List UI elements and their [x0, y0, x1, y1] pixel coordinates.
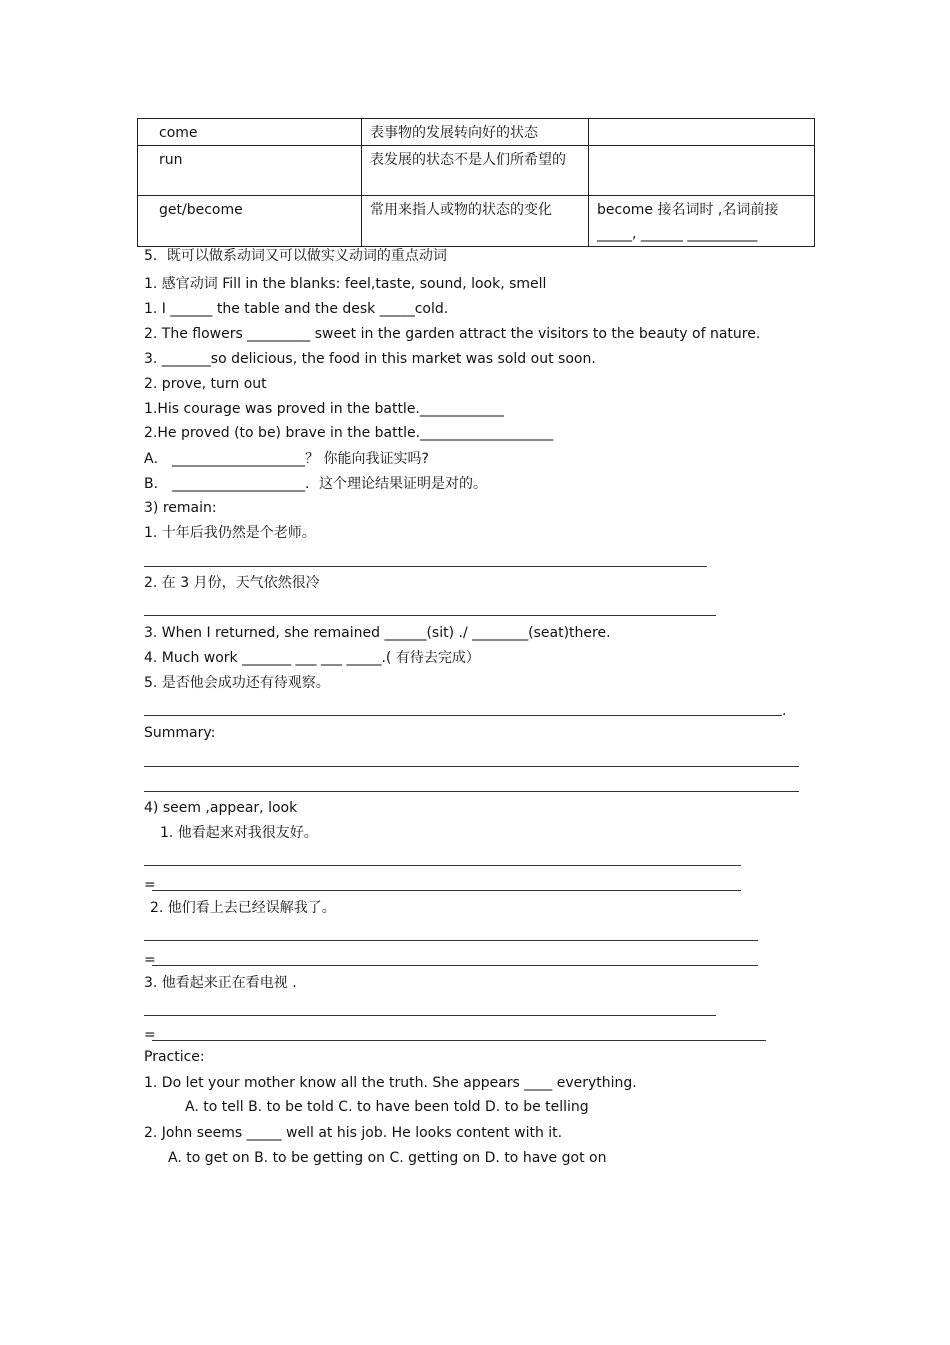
verb-table	[137, 118, 815, 247]
question-text: A． ___________________？ 你能向我证实吗?	[144, 451, 429, 467]
question-text: 4. Much work _______ ___ ___ _____.( 有待去完成）	[144, 650, 480, 666]
answer-options: A. to tell B. to be told C. to have been told D. to be telling	[185, 1099, 589, 1115]
question-text: 3. When I returned, she remained ______(sit) ./ ________(seat)there.	[144, 625, 611, 641]
equals-sign: =	[144, 877, 156, 893]
answer-line	[144, 766, 799, 767]
remain-heading: 3) remain:	[144, 500, 217, 516]
answer-line	[144, 940, 758, 941]
sense-verbs-heading: 1. 感官动词 Fill in the blanks: feel,taste, sound, look, smell	[144, 276, 547, 292]
answer-line	[152, 1040, 766, 1041]
question-text: 1. 十年后我仍然是个老师。	[144, 525, 316, 541]
equals-sign: =	[144, 952, 156, 968]
table-cell: come	[138, 119, 362, 146]
line-end-period: .	[782, 703, 787, 719]
question-text: 3. _______so delicious, the food in this market was sold out soon.	[144, 351, 596, 367]
answer-line	[144, 865, 741, 866]
answer-line	[144, 715, 782, 716]
question-text: 1. I ______ the table and the desk _____cold.	[144, 301, 449, 317]
table-cell: get/become	[138, 196, 362, 247]
table-row	[138, 119, 815, 146]
table-cell: 常用来指人或物的状态的变化	[362, 196, 589, 247]
answer-line	[144, 615, 716, 616]
prove-heading: 2. prove, turn out	[144, 376, 267, 392]
answer-line	[144, 1015, 716, 1016]
answer-line	[144, 566, 707, 567]
question-text: 2. 在 3 月份，天气依然很冷	[144, 575, 320, 591]
table-cell: run	[138, 146, 362, 196]
summary-label: Summary:	[144, 725, 216, 741]
question-text: 1. Do let your mother know all the truth. She appears ____ everything.	[144, 1075, 637, 1091]
answer-line	[152, 890, 741, 891]
equals-sign: =	[144, 1027, 156, 1043]
question-text: 1.His courage was proved in the battle.____________	[144, 401, 504, 417]
table-cell: 表事物的发展转向好的状态	[362, 119, 589, 146]
answer-line	[152, 965, 758, 966]
table-cell: 表发展的状态不是人们所希望的	[362, 146, 589, 196]
question-text: 2. 他们看上去已经误解我了。	[150, 900, 336, 916]
question-text: 5. 是否他会成功还有待观察。	[144, 675, 330, 691]
section-heading-5: 5．既可以做系动词又可以做实义动词的重点动词	[144, 248, 447, 264]
question-text: 2. John seems _____ well at his job. He looks content with it.	[144, 1125, 563, 1141]
question-text: 1. 他看起来对我很友好。	[160, 825, 318, 841]
table-cell	[589, 119, 815, 146]
question-text: 3. 他看起来正在看电视 .	[144, 975, 297, 991]
seem-heading: 4) seem ,appear, look	[144, 800, 298, 816]
table-cell: become 接名词时 ,名词前接 _____, ______ __________	[589, 196, 815, 247]
answer-line	[144, 791, 799, 792]
table-row	[138, 196, 815, 247]
practice-label: Practice:	[144, 1049, 205, 1065]
table-row	[138, 146, 815, 196]
question-text: 2. The flowers _________ sweet in the garden attract the visitors to the beauty of nature.	[144, 326, 761, 342]
question-text: 2.He proved (to be) brave in the battle.___________________	[144, 425, 554, 441]
table-cell	[589, 146, 815, 196]
answer-options: A. to get on B. to be getting on C. getting on D. to have got on	[168, 1150, 607, 1166]
question-text: B． ___________________．这个理论结果证明是对的。	[144, 476, 488, 492]
